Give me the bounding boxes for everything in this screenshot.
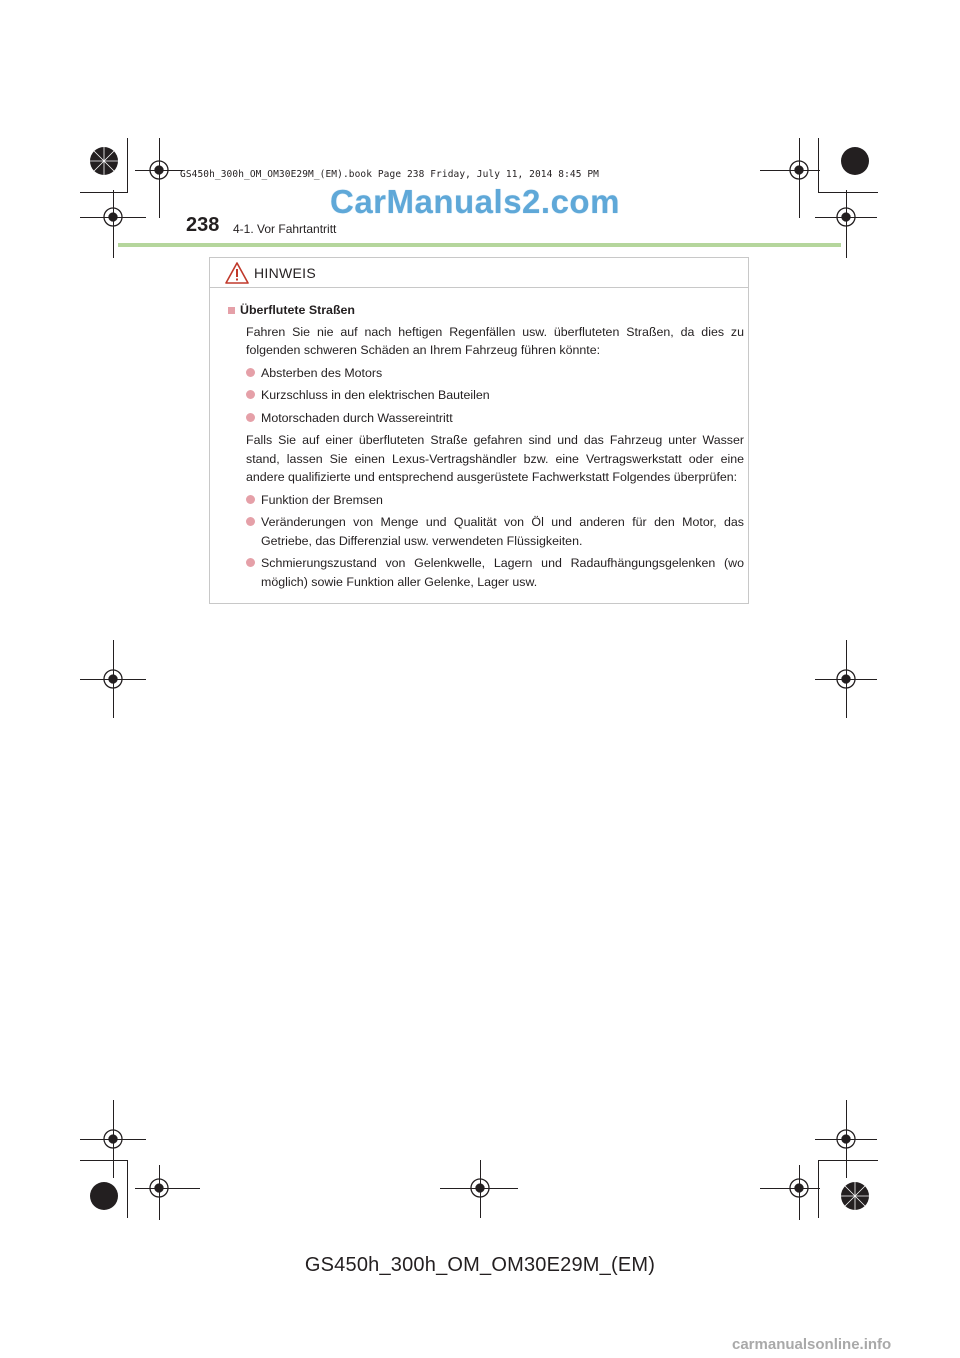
bullet-dot-icon <box>246 413 255 422</box>
list-item: Kurzschluss in den elektrischen Bauteilen <box>244 386 744 405</box>
bullet-dot-icon <box>246 517 255 526</box>
bullet-dot-icon <box>246 390 255 399</box>
bullet-dot-icon <box>246 368 255 377</box>
header-rule <box>118 243 841 247</box>
list-item: Absterben des Motors <box>244 364 744 383</box>
list-item: Funktion der Bremsen <box>244 491 744 510</box>
page-number: 238 <box>186 214 220 236</box>
notice-body <box>228 301 744 595</box>
list-item: Motorschaden durch Wassereintritt <box>244 409 744 428</box>
list-item: Veränderungen von Menge und Qualität von Öl und anderen für den Motor, das Getriebe, das Differenzial usw. verwendeten Flüssigkeiten. <box>244 513 744 550</box>
notice-header <box>210 258 748 288</box>
square-bullet-icon <box>228 307 235 314</box>
list-item: Schmierungszustand von Gelenkwelle, Lagern und Radaufhängungsgelenken (wo möglich) sowie Funktion aller Gelenke, Lager usw. <box>244 554 744 591</box>
notice-box <box>209 257 749 604</box>
document-code: GS450h_300h_OM_OM30E29M_(EM) <box>304 1254 656 1276</box>
notice-check-intro: Falls Sie auf einer überfluteten Straße gefahren sind und das Fahrzeug unter Wasser stand, lassen Sie einen Lexus-Vertragshändler bzw. eine Vertragswerkstatt oder eine andere qualifizierte und entsprechend ausgerüstete Fachwerkstatt Folgendes überprüfen: <box>246 433 744 484</box>
notice-intro: Fahren Sie nie auf nach heftigen Regenfällen usw. überfluteten Straßen, da dies zu folgenden schweren Schäden an Ihrem Fahrzeug führen könnte: <box>246 324 744 357</box>
notice-title: HINWEIS <box>254 265 316 281</box>
check-list <box>244 491 744 592</box>
damage-list <box>244 364 744 428</box>
watermark-logo: CarManuals2.com <box>330 183 620 220</box>
bullet-dot-icon <box>246 495 255 504</box>
site-watermark: carmanualsonline.info <box>732 1336 892 1353</box>
warning-triangle-icon <box>225 262 249 284</box>
notice-heading <box>228 301 744 320</box>
notice-heading-text: Überflutete Straßen <box>240 303 355 317</box>
book-info-line: GS450h_300h_OM_OM30E29M_(EM).book Page 238 Friday, July 11, 2014 8:45 PM <box>180 169 600 180</box>
section-title: 4-1. Vor Fahrtantritt <box>233 222 337 236</box>
bullet-dot-icon <box>246 558 255 567</box>
